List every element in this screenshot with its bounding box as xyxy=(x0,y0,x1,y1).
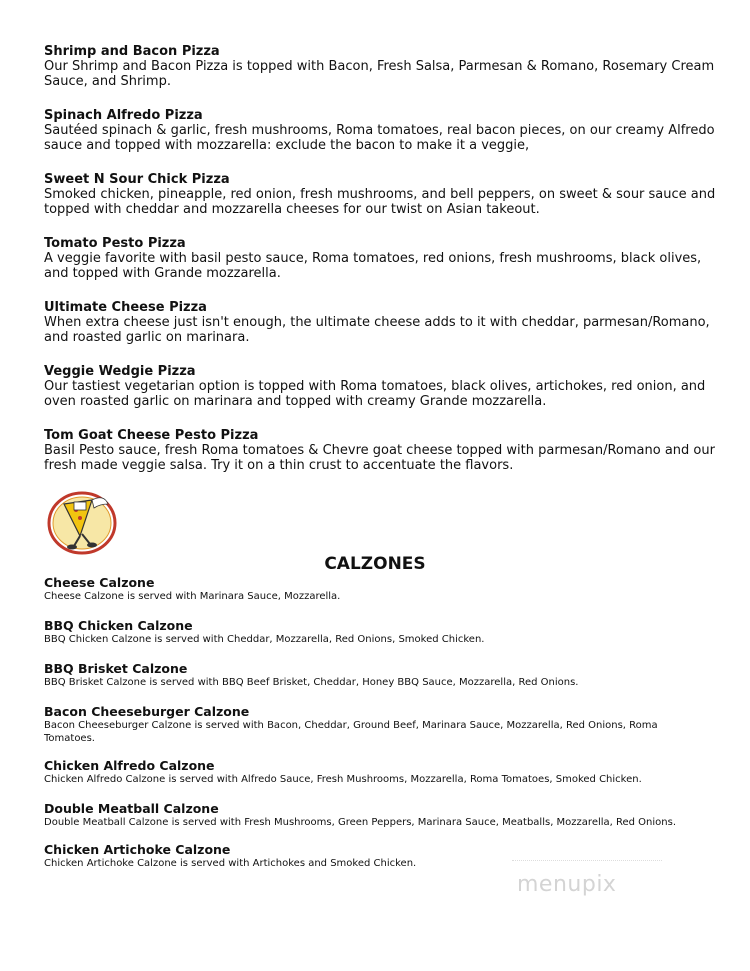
item-name: Ultimate Cheese Pizza xyxy=(44,300,207,315)
item-description: BBQ Brisket Calzone is served with BBQ Beef Brisket, Cheddar, Honey BBQ Sauce, Mozzarella, Red Onions. xyxy=(44,677,579,688)
item-description: Double Meatball Calzone is served with Fresh Mushrooms, Green Peppers, Marinara Sauce, Meatballs, Mozzarella, Red Onions. xyxy=(44,817,677,828)
menu-item-veggie-wedgie-pizza xyxy=(44,364,724,409)
item-name: BBQ Brisket Calzone xyxy=(44,661,188,676)
menu-item-tom-goat-cheese-pesto-pizza xyxy=(44,428,724,473)
menu-item-bbq-brisket-calzone xyxy=(44,662,704,689)
menu-item-ultimate-cheese-pizza xyxy=(44,300,724,345)
item-name: Chicken Alfredo Calzone xyxy=(44,758,215,773)
menu-item-sweet-sour-chick-pizza xyxy=(44,172,724,217)
item-description: Our Shrimp and Bacon Pizza is topped with Bacon, Fresh Salsa, Parmesan & Romano, Rosemary Cream Sauce, and Shrimp. xyxy=(44,59,715,89)
item-name: BBQ Chicken Calzone xyxy=(44,618,193,633)
menupix-watermark: menupix xyxy=(517,872,617,897)
item-description: Cheese Calzone is served with Marinara Sauce, Mozzarella. xyxy=(44,591,341,602)
menu-item-cheese-calzone xyxy=(44,576,704,603)
item-description: Chicken Alfredo Calzone is served with Alfredo Sauce, Fresh Mushrooms, Mozzarella, Roma Tomatoes, Smoked Chicken. xyxy=(44,774,642,785)
item-name: Bacon Cheeseburger Calzone xyxy=(44,704,250,719)
restaurant-logo xyxy=(44,490,124,556)
item-description: Sautéed spinach & garlic, fresh mushrooms, Roma tomatoes, real bacon pieces, on our creamy Alfredo sauce and topped with mozzarella: exclude the bacon to make it a veggie, xyxy=(44,123,715,153)
menu-item-chicken-alfredo-calzone xyxy=(44,759,704,786)
item-description: Chicken Artichoke Calzone is served with Artichokes and Smoked Chicken. xyxy=(44,858,417,869)
menu-item-bbq-chicken-calzone xyxy=(44,619,704,646)
item-name: Double Meatball Calzone xyxy=(44,801,219,816)
menu-item-bacon-cheeseburger-calzone xyxy=(44,705,704,745)
item-name: Cheese Calzone xyxy=(44,575,155,590)
item-description: A veggie favorite with basil pesto sauce, Roma tomatoes, red onions, fresh mushrooms, black olives, and topped with Grande mozzarella. xyxy=(44,251,702,281)
item-name: Tomato Pesto Pizza xyxy=(44,236,186,251)
menu-item-double-meatball-calzone xyxy=(44,802,704,829)
pizza-list xyxy=(44,44,724,492)
item-description: BBQ Chicken Calzone is served with Cheddar, Mozzarella, Red Onions, Smoked Chicken. xyxy=(44,634,485,645)
item-name: Chicken Artichoke Calzone xyxy=(44,842,231,857)
item-description: When extra cheese just isn't enough, the ultimate cheese adds to it with cheddar, parmesan/Romano, and roasted garlic on marinara. xyxy=(44,315,710,345)
menu-item-spinach-alfredo-pizza xyxy=(44,108,724,153)
calzones-heading: CALZONES xyxy=(324,554,426,574)
item-description: Bacon Cheeseburger Calzone is served with Bacon, Cheddar, Ground Beef, Marinara Sauce, Mozzarella, Red Onions, Roma Tomatoes. xyxy=(44,720,658,744)
item-name: Sweet N Sour Chick Pizza xyxy=(44,172,230,187)
item-name: Spinach Alfredo Pizza xyxy=(44,108,203,123)
item-description: Our tastiest vegetarian option is topped with Roma tomatoes, black olives, artichokes, red onion, and oven roasted garlic on marinara and topped with creamy Grande mozzarella. xyxy=(44,379,706,409)
watermark-divider xyxy=(512,860,662,862)
menu-item-shrimp-bacon-pizza xyxy=(44,44,724,89)
calzone-list xyxy=(44,576,704,886)
item-name: Veggie Wedgie Pizza xyxy=(44,364,196,379)
item-name: Tom Goat Cheese Pesto Pizza xyxy=(44,428,259,443)
item-description: Basil Pesto sauce, fresh Roma tomatoes & Chevre goat cheese topped with parmesan/Romano and our fresh made veggie salsa. Try it on a thin crust to accentuate the flavors. xyxy=(44,443,715,473)
item-name: Shrimp and Bacon Pizza xyxy=(44,44,220,59)
item-description: Smoked chicken, pineapple, red onion, fresh mushrooms, and bell peppers, on sweet & sour sauce and topped with cheddar and mozzarella cheeses for our twist on Asian takeout. xyxy=(44,187,716,217)
menu-item-tomato-pesto-pizza xyxy=(44,236,724,281)
menu-item-chicken-artichoke-calzone xyxy=(44,843,704,870)
